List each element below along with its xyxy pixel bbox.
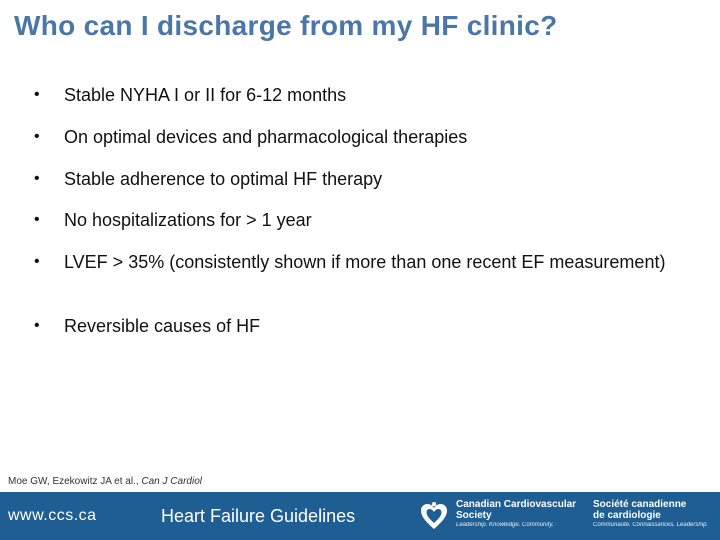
bullet-text: Reversible causes of HF	[64, 316, 261, 336]
bullet-marker: •	[34, 170, 40, 187]
bullet-marker: •	[34, 317, 40, 334]
bullet-item	[30, 126, 680, 148]
logo-english-tagline: Leadership. Knowledge. Community.	[456, 522, 554, 528]
bullet-item	[30, 251, 680, 273]
logo-english-name-line2: Society	[456, 510, 492, 521]
logo-french-name-line2: de cardiologie	[593, 510, 661, 521]
citation	[8, 476, 202, 487]
footer-bar	[0, 492, 720, 540]
bullet-marker: •	[34, 253, 40, 270]
bullet-item	[30, 209, 680, 231]
bullet-text: Stable NYHA I or II for 6-12 months	[64, 85, 347, 105]
citation-authors: Moe GW, Ezekowitz JA et al.,	[8, 476, 139, 487]
bullet-text: On optimal devices and pharmacological therapies	[64, 127, 468, 147]
footer-url: www.ccs.ca	[8, 507, 97, 524]
bullet-item	[30, 315, 680, 337]
bullet-marker: •	[34, 128, 40, 145]
bullet-item	[30, 84, 680, 106]
logo-french-name-line1: Société canadienne	[593, 499, 687, 510]
logo-french-text	[593, 499, 711, 529]
logo-english-text	[456, 499, 586, 529]
citation-journal: Can J Cardiol	[141, 476, 202, 487]
footer-title: Heart Failure Guidelines	[161, 506, 356, 526]
bullet-marker: •	[34, 211, 40, 228]
slide-title: Who can I discharge from my HF clinic?	[14, 10, 558, 41]
ccs-logo	[414, 497, 714, 535]
logo-french-tagline: Communauté. Connaissances. Leadership.	[593, 522, 709, 528]
logo-english-name-line1: Canadian Cardiovascular	[456, 499, 577, 510]
bullet-text: Stable adherence to optimal HF therapy	[64, 169, 383, 189]
bullet-text: LVEF > 35% (consistently shown if more than one recent EF measurement)	[64, 252, 666, 272]
ccs-heart-logo-icon	[418, 500, 450, 532]
bullet-item	[30, 168, 680, 190]
bullet-marker: •	[34, 86, 40, 103]
bullet-text: No hospitalizations for > 1 year	[64, 210, 312, 230]
